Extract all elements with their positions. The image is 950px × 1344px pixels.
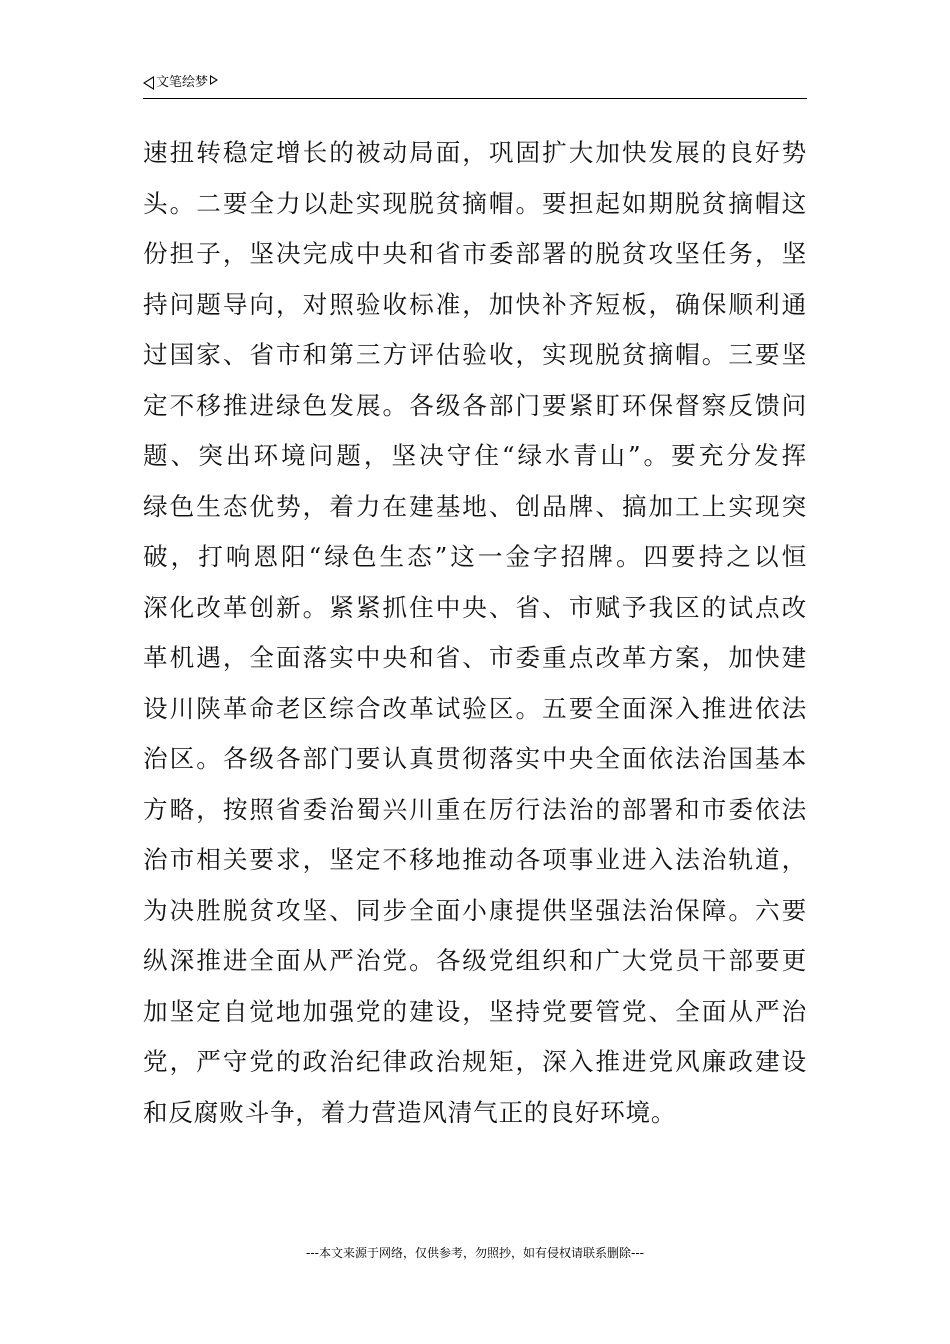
body-line: 绿色生态优势，着力在建基地、创品牌、搞加工上实现突 bbox=[143, 491, 807, 521]
body-line: 为决胜脱贫攻坚、同步全面小康提供坚强法治保障。六要 bbox=[143, 895, 807, 925]
body-line: 加坚定自觉地加强党的建设，坚持党要管党、全面从严治 bbox=[143, 996, 807, 1026]
body-line: 治市相关要求，坚定不移地推动各项事业进入法治轨道， bbox=[143, 845, 807, 874]
body-line: 持问题导向，对照验收标准，加快补齐短板，确保顺利通 bbox=[143, 289, 807, 319]
body-line: 题、突出环境问题，坚决守住“绿水青山”。要充分发挥 bbox=[143, 441, 807, 470]
body-line: 纵深推进全面从严治党。各级党组织和广大党员干部要更 bbox=[143, 946, 807, 975]
body-line: 党，严守党的政治纪律政治规矩，深入推进党风廉政建设 bbox=[143, 1047, 807, 1076]
page-header bbox=[143, 72, 807, 99]
body-line: 定不移推进绿色发展。各级各部门要紧盯环保督察反馈问 bbox=[143, 390, 807, 420]
body-line: 革机遇，全面落实中央和省、市委重点改革方案，加快建 bbox=[143, 643, 807, 672]
body-line: 设川陕革命老区综合改革试验区。五要全面深入推进依法 bbox=[143, 693, 807, 723]
body-line-last: 和反腐败斗争，着力营造风清气正的良好环境。 bbox=[143, 1097, 677, 1127]
triangle-left-outline-icon bbox=[143, 76, 154, 90]
page-footer-disclaimer: ---本文来源于网络，仅供参考，勿照抄，如有侵权请联系删除--- bbox=[306, 1246, 644, 1260]
body-line: 速扭转稳定增长的被动局面，巩固扩大加快发展的良好势 bbox=[143, 138, 807, 167]
document-body bbox=[143, 128, 807, 1138]
body-line: 治区。各级各部门要认真贯彻落实中央全面依法治国基本 bbox=[143, 744, 807, 773]
body-line: 方略，按照省委治蜀兴川重在厉行法治的部署和市委依法 bbox=[143, 794, 807, 824]
triangle-right-outline-icon bbox=[210, 75, 218, 85]
header-title: 文笔绘梦 bbox=[156, 75, 209, 90]
body-line: 头。二要全力以赴实现脱贫摘帽。要担起如期脱贫摘帽这 bbox=[143, 188, 807, 218]
body-line: 过国家、省市和第三方评估验收，实现脱贫摘帽。三要坚 bbox=[143, 340, 807, 369]
header-title-group bbox=[143, 74, 218, 92]
body-line: 份担子，坚决完成中央和省市委部署的脱贫攻坚任务，坚 bbox=[143, 239, 807, 268]
body-line: 深化改革创新。紧紧抓住中央、省、市赋予我区的试点改 bbox=[143, 592, 807, 622]
body-line: 破，打响恩阳“绿色生态”这一金字招牌。四要持之以恒 bbox=[143, 542, 807, 571]
